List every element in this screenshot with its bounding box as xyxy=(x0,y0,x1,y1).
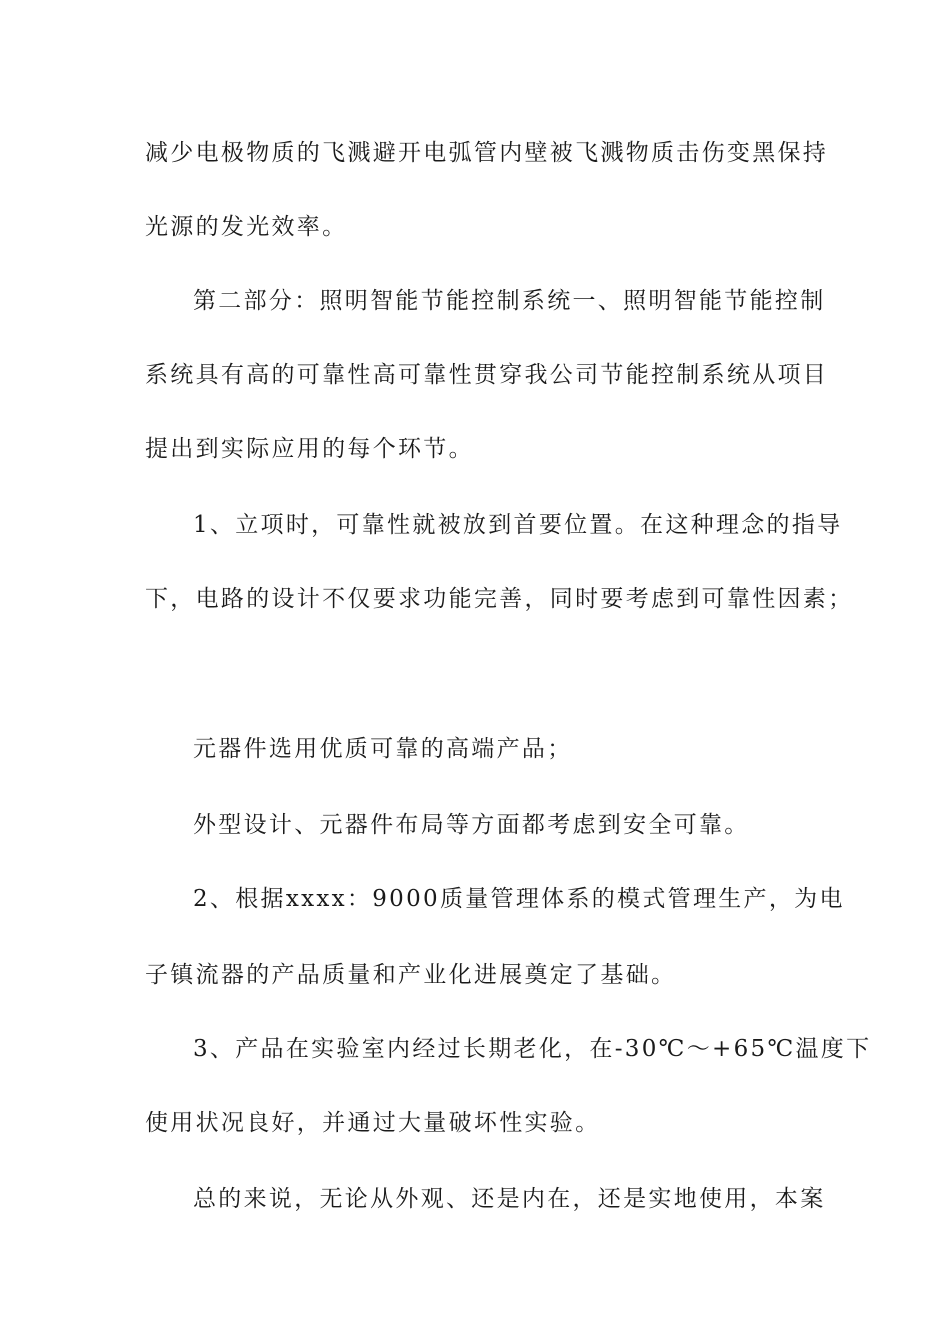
paragraph-line: 提出到实际应用的每个环节。 xyxy=(145,436,474,462)
paragraph-line: 总的来说，无论从外观、还是内在，还是实地使用，本案 xyxy=(193,1186,826,1212)
list-item-line: 1、立项时，可靠性就被放到首要位置。在这种理念的指导 xyxy=(193,512,843,538)
list-item-line: 3、产品在实验室内经过长期老化，在-30℃～+65℃温度下 xyxy=(193,1036,872,1062)
paragraph-line: 使用状况良好，并通过大量破坏性实验。 xyxy=(145,1110,601,1136)
paragraph-line: 系统具有高的可靠性高可靠性贯穿我公司节能控制系统从项目 xyxy=(145,362,829,388)
section-heading-line: 第二部分：照明智能节能控制系统一、照明智能节能控制 xyxy=(193,288,826,314)
paragraph-line: 下，电路的设计不仅要求功能完善，同时要考虑到可靠性因素； xyxy=(145,586,854,612)
paragraph-line: 光源的发光效率。 xyxy=(145,214,348,240)
paragraph-line: 减少电极物质的飞溅避开电弧管内壁被飞溅物质击伤变黑保持 xyxy=(145,140,829,166)
paragraph-line: 外型设计、元器件布局等方面都考虑到安全可靠。 xyxy=(193,812,750,838)
list-item-line: 2、根据xxxx：9000质量管理体系的模式管理生产，为电 xyxy=(193,886,845,912)
paragraph-line: 元器件选用优质可靠的高端产品； xyxy=(193,736,573,762)
paragraph-line: 子镇流器的产品质量和产业化进展奠定了基础。 xyxy=(145,962,677,988)
